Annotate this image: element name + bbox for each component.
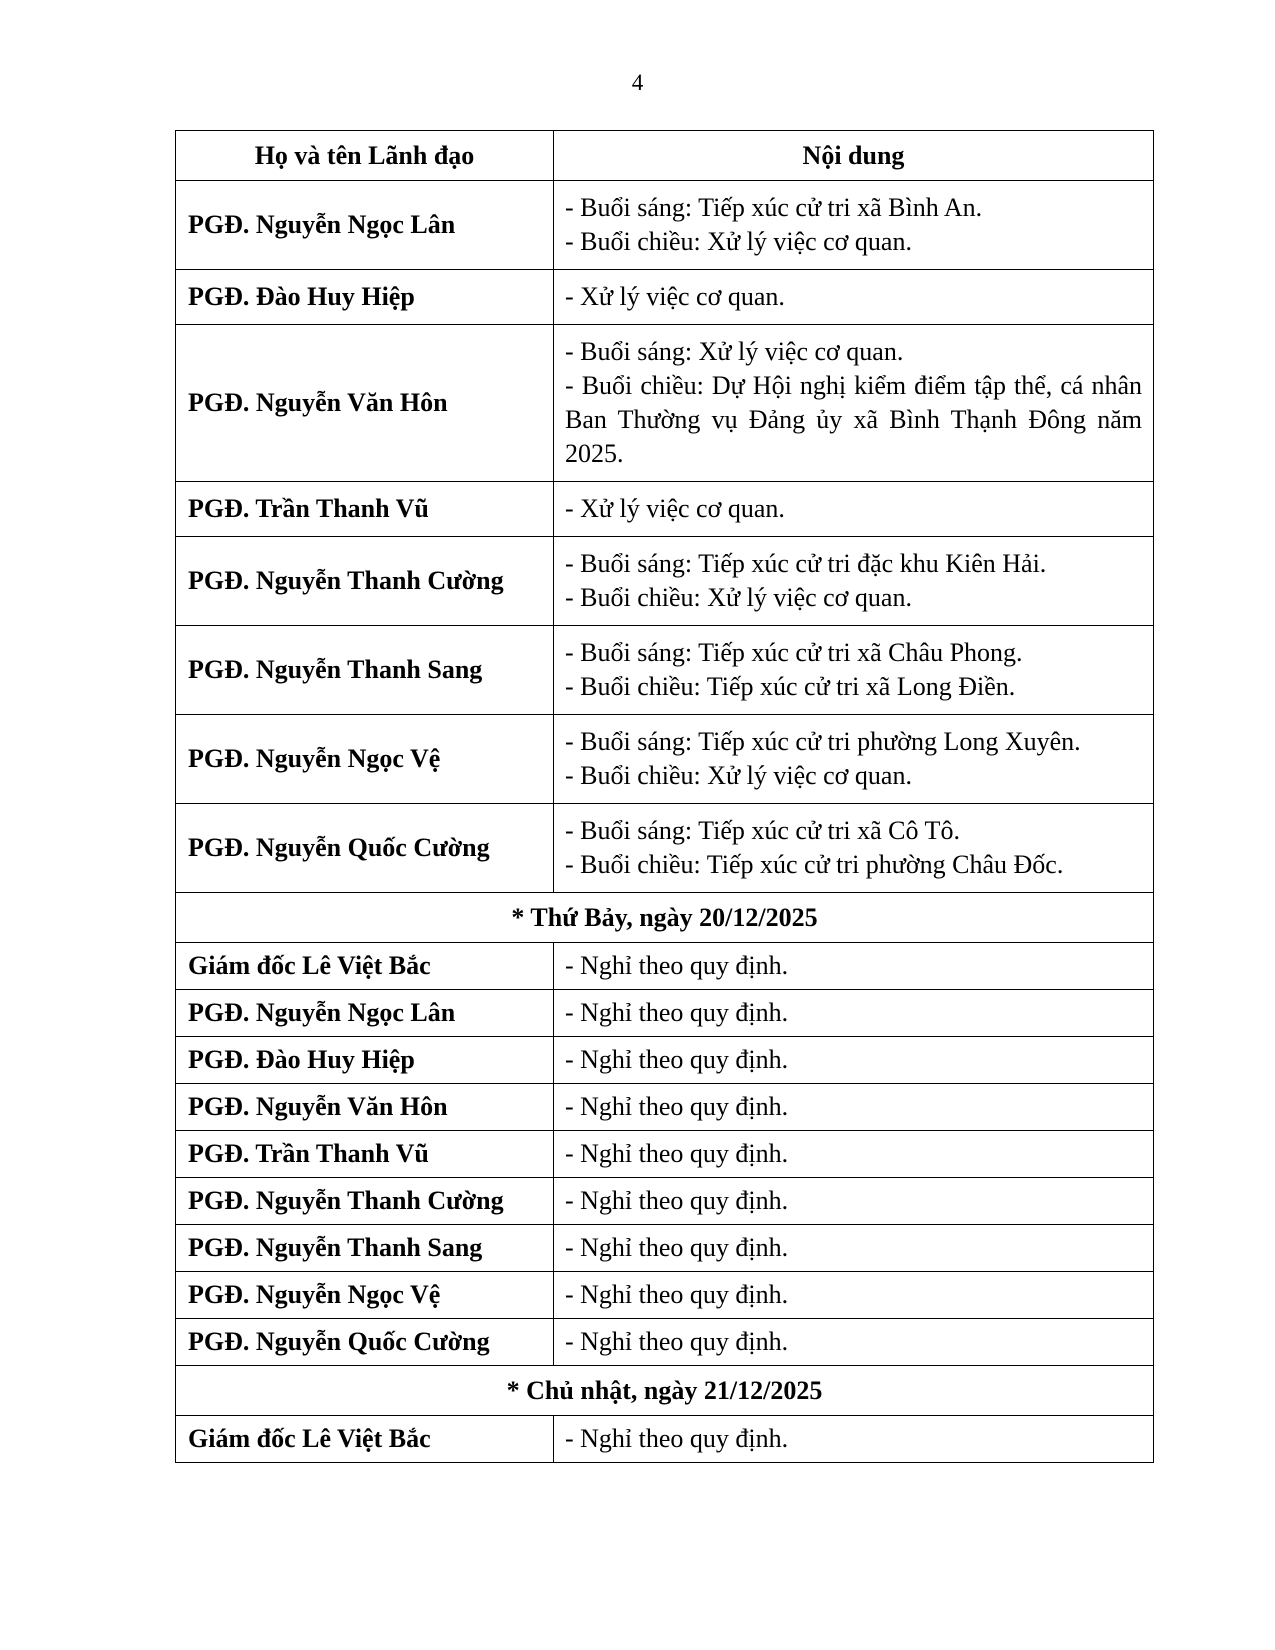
section-row-sunday — [176, 1366, 1154, 1416]
table-row — [176, 1084, 1154, 1131]
schedule-content — [554, 626, 1154, 715]
schedule-content: - Nghỉ theo quy định. — [554, 1084, 1154, 1131]
section-row-saturday — [176, 893, 1154, 943]
leader-name: PGĐ. Đào Huy Hiệp — [176, 1037, 554, 1084]
leader-name: Giám đốc Lê Việt Bắc — [176, 1416, 554, 1463]
schedule-content: - Nghỉ theo quy định. — [554, 1037, 1154, 1084]
content-line: - Buổi sáng: Tiếp xúc cử tri xã Bình An. — [565, 193, 983, 222]
table-row — [176, 1319, 1154, 1366]
table-row — [176, 1178, 1154, 1225]
table-row — [176, 1225, 1154, 1272]
table-row — [176, 1272, 1154, 1319]
schedule-content — [554, 482, 1154, 537]
schedule-content: - Nghỉ theo quy định. — [554, 1319, 1154, 1366]
schedule-content — [554, 181, 1154, 270]
schedule-content: - Nghỉ theo quy định. — [554, 1178, 1154, 1225]
content-line: - Xử lý việc cơ quan. — [565, 494, 785, 523]
schedule-content: - Nghỉ theo quy định. — [554, 943, 1154, 990]
leader-name: PGĐ. Nguyễn Thanh Sang — [176, 626, 554, 715]
content-line: - Buổi chiều: Xử lý việc cơ quan. — [565, 583, 912, 612]
leader-name: PGĐ. Trần Thanh Vũ — [176, 1131, 554, 1178]
schedule-content — [554, 804, 1154, 893]
schedule-content: - Nghỉ theo quy định. — [554, 1131, 1154, 1178]
content-line: - Buổi chiều: Xử lý việc cơ quan. — [565, 227, 912, 256]
schedule-content — [554, 325, 1154, 482]
leader-name: PGĐ. Trần Thanh Vũ — [176, 482, 554, 537]
content-line: - Buổi sáng: Tiếp xúc cử tri xã Châu Phong. — [565, 638, 1023, 667]
schedule-content: - Nghỉ theo quy định. — [554, 1225, 1154, 1272]
content-line: - Buổi chiều: Tiếp xúc cử tri phường Châu Đốc. — [565, 850, 1064, 879]
content-line: - Buổi sáng: Tiếp xúc cử tri xã Cô Tô. — [565, 816, 960, 845]
page-number: 4 — [631, 70, 644, 95]
leader-schedule-table — [175, 130, 1154, 1463]
schedule-content — [554, 715, 1154, 804]
schedule-content — [554, 270, 1154, 325]
schedule-content: - Nghỉ theo quy định. — [554, 1272, 1154, 1319]
table-row — [176, 990, 1154, 1037]
section-heading-sunday: * Chủ nhật, ngày 21/12/2025 — [176, 1366, 1154, 1416]
content-line: - Buổi sáng: Tiếp xúc cử tri đặc khu Kiên Hải. — [565, 549, 1047, 578]
table-header-row — [176, 131, 1154, 181]
leader-name: PGĐ. Nguyễn Ngọc Lân — [176, 990, 554, 1037]
content-line: - Buổi sáng: Xử lý việc cơ quan. — [565, 337, 904, 366]
content-line: - Buổi chiều: Dự Hội nghị kiểm điểm tập thể, cá nhân Ban Thường vụ Đảng ủy xã Bình Thạnh Đông năm 2025. — [565, 371, 1142, 468]
leader-name: PGĐ. Nguyễn Thanh Cường — [176, 537, 554, 626]
leader-name: PGĐ. Nguyễn Ngọc Vệ — [176, 1272, 554, 1319]
leader-name: PGĐ. Nguyễn Quốc Cường — [176, 1319, 554, 1366]
schedule-content — [554, 537, 1154, 626]
schedule-content: - Nghỉ theo quy định. — [554, 990, 1154, 1037]
table-row — [176, 325, 1154, 482]
leader-name: PGĐ. Nguyễn Thanh Cường — [176, 1178, 554, 1225]
table-row — [176, 1416, 1154, 1463]
content-line: - Xử lý việc cơ quan. — [565, 282, 785, 311]
table-row — [176, 715, 1154, 804]
table-row — [176, 482, 1154, 537]
table-row — [176, 270, 1154, 325]
leader-name: PGĐ. Nguyễn Ngọc Vệ — [176, 715, 554, 804]
leader-name: PGĐ. Đào Huy Hiệp — [176, 270, 554, 325]
schedule-content: - Nghỉ theo quy định. — [554, 1416, 1154, 1463]
header-name-column: Họ và tên Lãnh đạo — [176, 131, 554, 181]
table-row — [176, 181, 1154, 270]
leader-name: PGĐ. Nguyễn Ngọc Lân — [176, 181, 554, 270]
table-row — [176, 1131, 1154, 1178]
table-row — [176, 537, 1154, 626]
leader-name: PGĐ. Nguyễn Văn Hôn — [176, 325, 554, 482]
content-line: - Buổi sáng: Tiếp xúc cử tri phường Long Xuyên. — [565, 727, 1081, 756]
table-row — [176, 626, 1154, 715]
leader-name: PGĐ. Nguyễn Thanh Sang — [176, 1225, 554, 1272]
leader-name: PGĐ. Nguyễn Quốc Cường — [176, 804, 554, 893]
content-line: - Buổi chiều: Tiếp xúc cử tri xã Long Điền. — [565, 672, 1016, 701]
section-heading-saturday: * Thứ Bảy, ngày 20/12/2025 — [176, 893, 1154, 943]
table-row — [176, 943, 1154, 990]
table-row — [176, 804, 1154, 893]
leader-name: Giám đốc Lê Việt Bắc — [176, 943, 554, 990]
content-line: - Buổi chiều: Xử lý việc cơ quan. — [565, 761, 912, 790]
table-row — [176, 1037, 1154, 1084]
header-content-column: Nội dung — [554, 131, 1154, 181]
leader-name: PGĐ. Nguyễn Văn Hôn — [176, 1084, 554, 1131]
